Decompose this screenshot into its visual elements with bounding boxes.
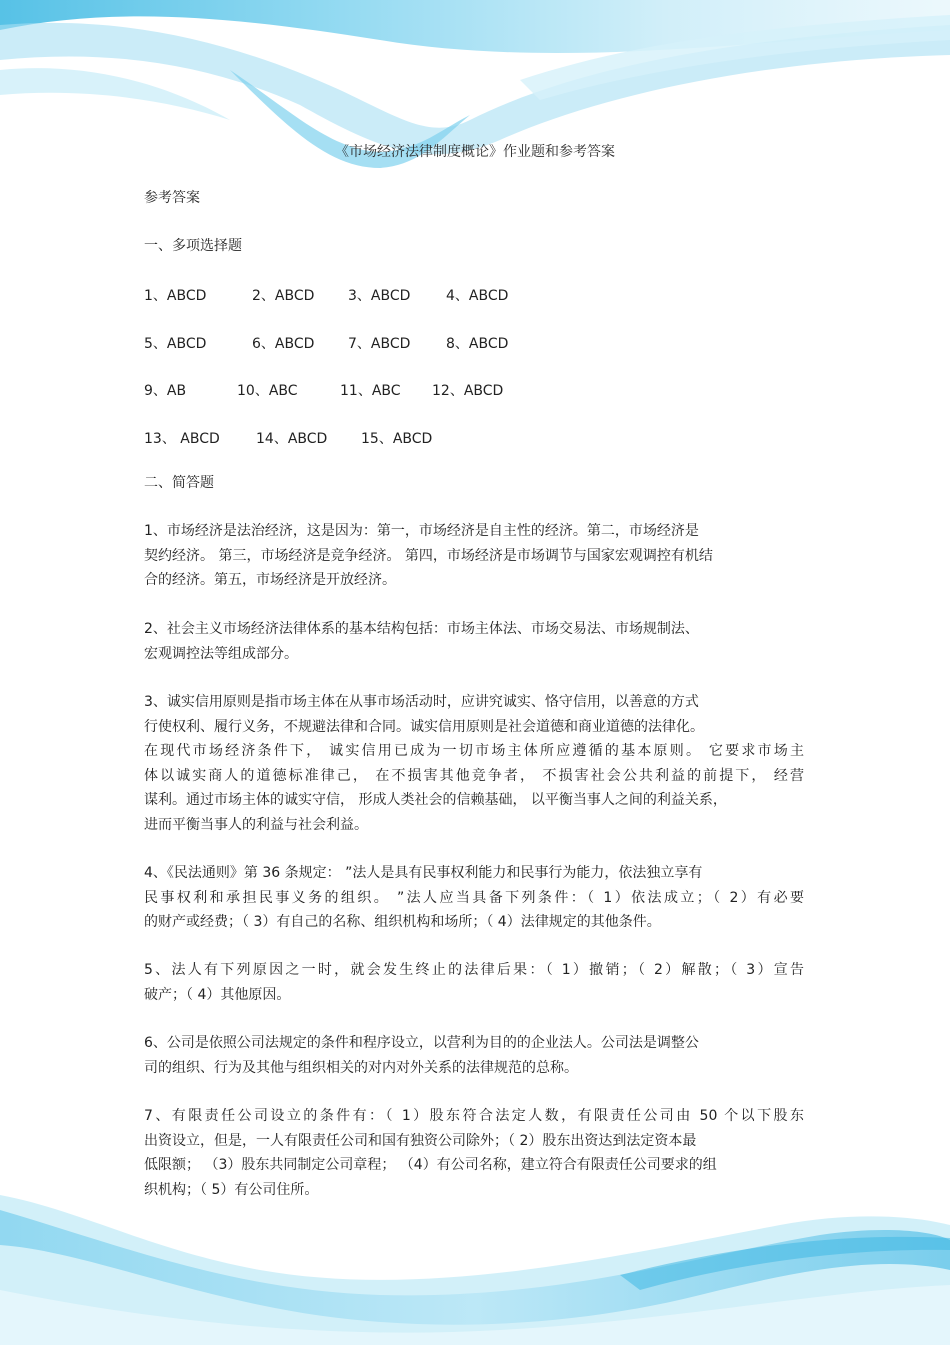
answer-line: 的财产或经费；（ 3）有自己的名称、组织机构和场所；（ 4）法律规定的其他条件。 bbox=[144, 914, 661, 930]
answer-line: 3、诚实信用原则是指市场主体在从事市场活动时，应讲究诚实、恪守信用，以善意的方式 bbox=[144, 694, 699, 710]
short-answer-3 bbox=[144, 690, 804, 837]
answer-line: 合的经济。第五，市场经济是开放经济。 bbox=[144, 572, 396, 588]
section-short-answer-title: 二、简答题 bbox=[144, 475, 214, 491]
answer-line: 民事权利和承担民事义务的组织。 ”法人应当具备下列条件：（ 1）依法成立；（ 2）有必要 bbox=[144, 889, 804, 906]
answer-line: 司的组织、行为及其他与组织相关的对内对外关系的法律规范的总称。 bbox=[144, 1059, 578, 1076]
mc-answer: 13、 ABCD bbox=[144, 431, 220, 447]
mc-answer: 10、ABC bbox=[237, 383, 298, 399]
answer-line: 在现代市场经济条件下， 诚实信用已成为一切市场主体所应遵循的基本原则。 它要求市场主 bbox=[144, 743, 804, 759]
mc-answer: 4、ABCD bbox=[446, 288, 509, 304]
mc-answer: 9、AB bbox=[144, 383, 187, 399]
answer-line: 出资设立，但是，一人有限责任公司和国有独资公司除外；（ 2）股东出资达到法定资本最 bbox=[144, 1132, 697, 1149]
mc-answer: 1、ABCD bbox=[144, 288, 207, 304]
answer-line: 契约经济。 第三，市场经济是竞争经济。 第四，市场经济是市场调节与国家宏观调控有机结 bbox=[144, 547, 713, 564]
answer-line: 行使权利、履行义务，不规避法律和合同。诚实信用原则是社会道德和商业道德的法律化。 bbox=[144, 718, 704, 735]
answers-heading: 参考答案 bbox=[144, 190, 200, 206]
mc-answer: 2、ABCD bbox=[252, 288, 315, 304]
mc-answer: 7、ABCD bbox=[348, 336, 411, 352]
answer-line: 谋利。通过市场主体的诚实守信， 形成人类社会的信赖基础， 以平衡当事人之间的利益关系， bbox=[144, 792, 727, 808]
answer-line: 5、法人有下列原因之一时，就会发生终止的法律后果：（ 1）撤销；（ 2）解散；（ 3）宣告 bbox=[144, 962, 804, 978]
mc-answer: 6、ABCD bbox=[252, 336, 315, 352]
short-answer-6 bbox=[144, 1031, 804, 1080]
document-title: 《市场经济法律制度概论》作业题和参考答案 bbox=[335, 144, 615, 160]
mc-answer: 5、ABCD bbox=[144, 336, 207, 352]
mc-answer: 11、ABC bbox=[340, 383, 401, 399]
answer-line: 低限额； （3）股东共同制定公司章程； （4）有公司名称，建立符合有限责任公司要求的组 bbox=[144, 1157, 717, 1173]
short-answer-7 bbox=[144, 1104, 804, 1202]
answer-line: 宏观调控法等组成部分。 bbox=[144, 645, 298, 662]
answer-line: 织机构；（ 5）有公司住所。 bbox=[144, 1181, 319, 1198]
mc-answer: 14、ABCD bbox=[256, 431, 328, 447]
mc-answer: 8、ABCD bbox=[446, 336, 509, 352]
short-answer-4 bbox=[144, 861, 804, 935]
answer-line: 1、市场经济是法治经济，这是因为：第一，市场经济是自主性的经济。第二，市场经济是 bbox=[144, 523, 699, 539]
answer-line: 体以诚实商人的道德标准律己， 在不损害其他竞争者， 不损害社会公共利益的前提下， 经营 bbox=[144, 767, 804, 784]
answer-line: 破产；（ 4）其他原因。 bbox=[144, 986, 291, 1003]
mc-answer: 3、ABCD bbox=[348, 288, 411, 304]
mc-answer: 12、ABCD bbox=[432, 383, 504, 399]
mc-answer: 15、ABCD bbox=[361, 431, 433, 447]
answer-line: 7、有限责任公司设立的条件有：（ 1）股东符合法定人数，有限责任公司由 50 个以下股东 bbox=[144, 1108, 804, 1124]
section-multiple-choice-title: 一、多项选择题 bbox=[144, 238, 242, 254]
short-answer-2 bbox=[144, 617, 804, 666]
answer-line: 进而平衡当事人的利益与社会利益。 bbox=[144, 816, 368, 833]
short-answer-5 bbox=[144, 958, 804, 1007]
answer-line: 2、社会主义市场经济法律体系的基本结构包括：市场主体法、市场交易法、市场规制法、 bbox=[144, 621, 699, 637]
answer-line: 4、《民法通则》第 36 条规定： ”法人是具有民事权利能力和民事行为能力，依法独立享有 bbox=[144, 865, 703, 881]
short-answer-1 bbox=[144, 519, 804, 593]
answer-line: 6、公司是依照公司法规定的条件和程序设立，以营利为目的的企业法人。公司法是调整公 bbox=[144, 1035, 699, 1051]
